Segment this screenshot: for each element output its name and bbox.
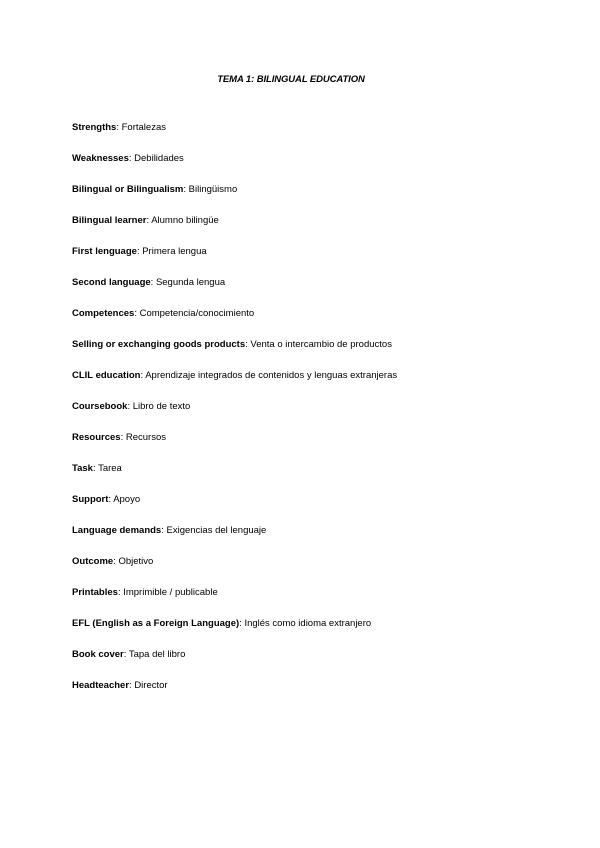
glossary-translation: Venta o intercambio de productos [250, 339, 392, 350]
glossary-entry [72, 215, 562, 246]
term-separator: : [117, 587, 124, 598]
glossary-term: Selling or exchanging goods products [72, 339, 246, 350]
glossary-entry [72, 432, 562, 463]
glossary-translation: Apoyo [113, 494, 141, 505]
glossary-entry [72, 370, 562, 401]
term-separator: : [113, 556, 119, 567]
glossary-entry [72, 556, 562, 587]
term-separator: : [161, 525, 167, 536]
term-separator: : [116, 122, 122, 133]
term-separator: : [136, 246, 143, 257]
glossary-translation: Recursos [125, 432, 166, 443]
glossary-translation: Competencia/conocimiento [139, 308, 255, 319]
term-separator: : [239, 618, 245, 629]
glossary-entry [72, 618, 562, 649]
glossary-translation: Segunda lengua [155, 277, 226, 288]
glossary-term: EFL (English as a Foreign Language) [72, 618, 240, 629]
glossary-translation: Alumno bilingüe [151, 215, 219, 226]
term-separator: : [108, 494, 114, 505]
glossary-term: First lenguage [72, 246, 137, 257]
term-separator: : [128, 153, 135, 164]
glossary-translation: Fortalezas [121, 122, 166, 133]
glossary-term: Resources [72, 432, 121, 443]
glossary-entry [72, 463, 562, 494]
glossary-translation: Exigencias del lenguaje [166, 525, 267, 536]
glossary-term: Task [72, 463, 93, 474]
glossary-term: Outcome [72, 556, 114, 567]
term-separator: : [140, 370, 146, 381]
glossary-translation: Tapa del libro [128, 649, 186, 660]
glossary-entry [72, 649, 562, 680]
glossary-entry [72, 401, 562, 432]
glossary-entry [72, 494, 562, 525]
glossary-translation: Bilingüismo [188, 184, 238, 195]
term-separator: : [245, 339, 251, 350]
glossary-term: Bilingual or Bilingualism [72, 184, 184, 195]
glossary-translation: Tarea [98, 463, 122, 474]
term-separator: : [146, 215, 152, 226]
term-separator: : [134, 308, 140, 319]
glossary-term: Competences [72, 308, 135, 319]
glossary-translation: Primera lengua [142, 246, 207, 257]
glossary-entry [72, 246, 562, 277]
term-separator: : [120, 432, 126, 443]
glossary-term: Bilingual learner [72, 215, 147, 226]
glossary-translation: Objetivo [118, 556, 154, 567]
term-separator: : [123, 649, 129, 660]
document-title: TEMA 1: BILINGUAL EDUCATION [217, 74, 365, 85]
glossary-translation: Inglés como idioma extranjero [244, 618, 372, 629]
glossary-entry [72, 680, 562, 711]
glossary-term: Support [72, 494, 109, 505]
glossary-list [72, 122, 562, 711]
glossary-translation: Director [134, 680, 168, 691]
glossary-entry [72, 587, 562, 618]
glossary-entry [72, 277, 562, 308]
term-separator: : [127, 401, 133, 412]
glossary-term: Book cover [72, 649, 124, 660]
glossary-translation: Imprimible / publicable [123, 587, 218, 598]
term-separator: : [92, 463, 99, 474]
glossary-entry [72, 525, 562, 556]
glossary-term: Weaknesses [72, 153, 129, 164]
term-separator: : [183, 184, 189, 195]
glossary-term: Language demands [72, 525, 162, 536]
glossary-translation: Libro de texto [132, 401, 191, 412]
glossary-term: Second language [72, 277, 151, 288]
term-separator: : [129, 680, 135, 691]
glossary-term: Strengths [72, 122, 117, 133]
glossary-term: Headteacher [72, 680, 130, 691]
glossary-translation: Aprendizaje integrados de contenidos y lenguas extranjeras [145, 370, 398, 381]
glossary-term: CLIL education [72, 370, 141, 381]
glossary-term: Printables [72, 587, 118, 598]
glossary-translation: Debilidades [134, 153, 184, 164]
glossary-entry [72, 308, 562, 339]
glossary-term: Coursebook [72, 401, 128, 412]
glossary-entry [72, 339, 562, 370]
glossary-entry [72, 153, 562, 184]
glossary-entry [72, 184, 562, 215]
glossary-entry [72, 122, 562, 153]
term-separator: : [150, 277, 156, 288]
